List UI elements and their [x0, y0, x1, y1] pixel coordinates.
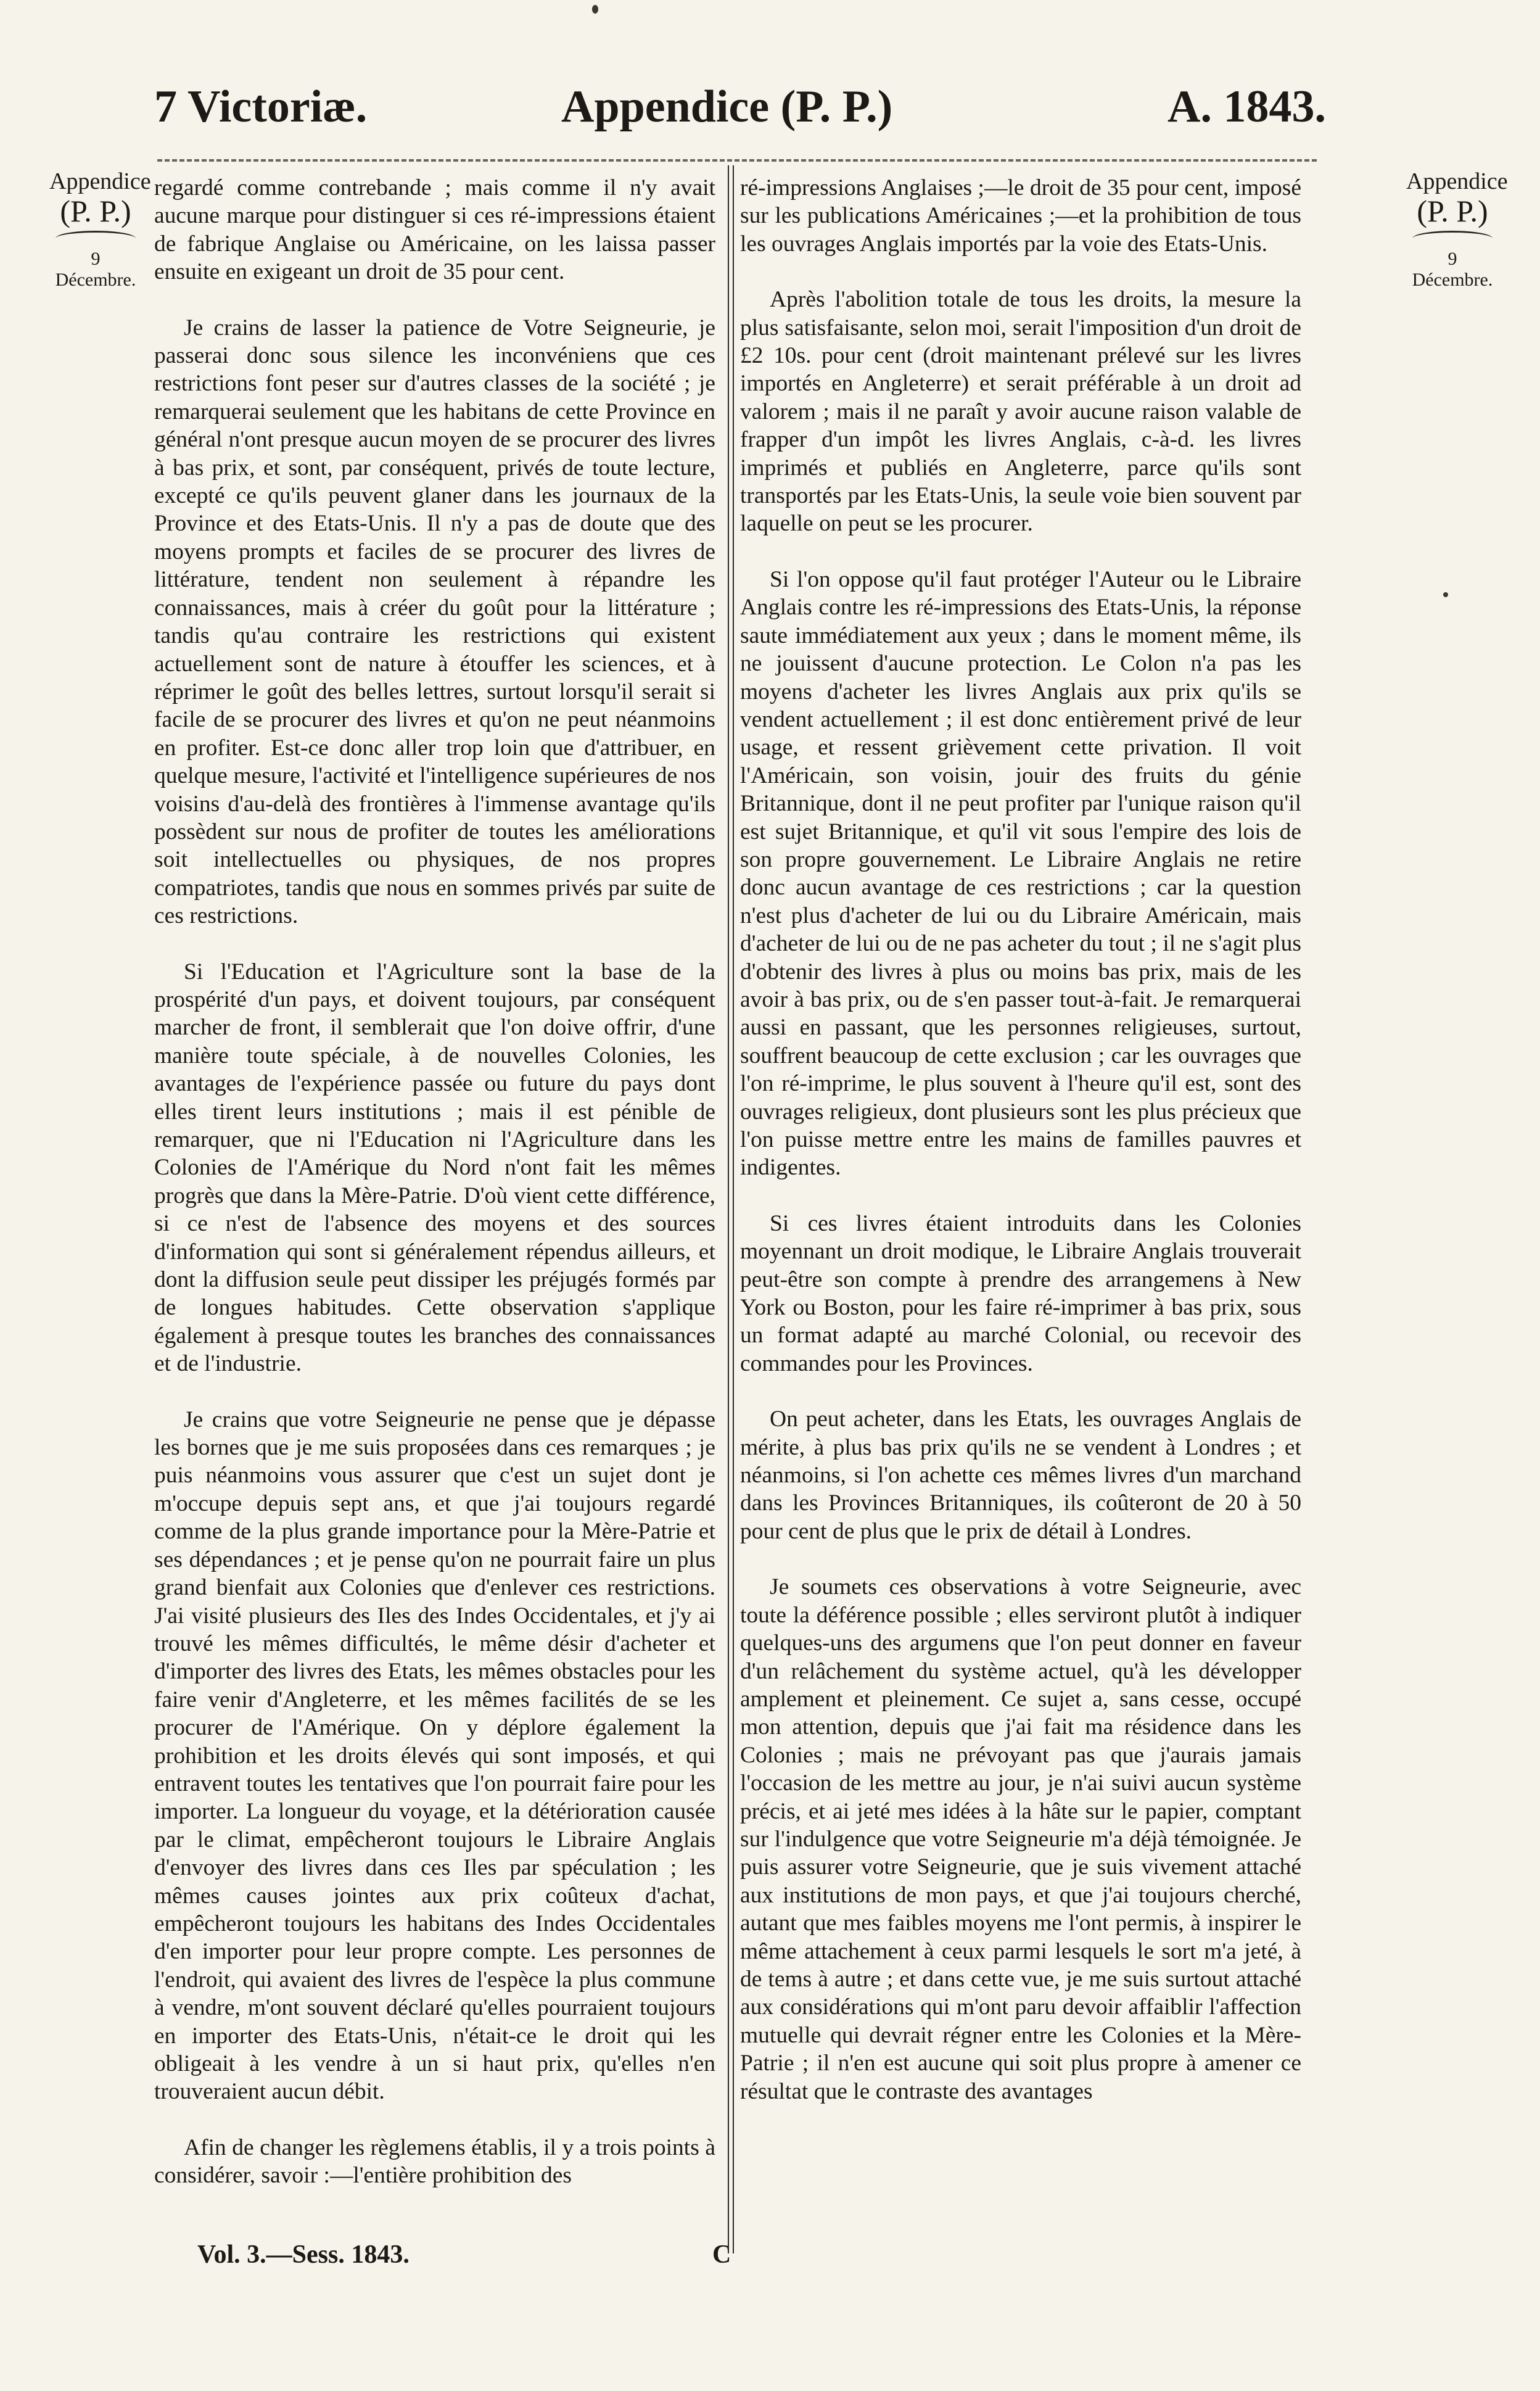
paragraph: Après l'abolition totale de tous les droits, la mesure la plus satisfaisante, selon moi, serait l'imposition d'un droit de £2 10s. pour cent (droit maintenant prélevé sur les livres importés en Angleterre) et serait préférable à un droit ad valorem ; mais il ne paraît y avoir aucune raison valable de frapper d'un impôt les livres Anglais, c-à-d. les livres imprimés et publiés en Angleterre, parce qu'ils sont transportés par les Etats-Unis, la seule voie bien souvent par laquelle on peut se les procurer. [740, 287, 1301, 537]
page-header [154, 73, 1326, 141]
header-year: A. 1843. [1167, 81, 1326, 132]
margin-note-title: Appendice [49, 168, 151, 194]
header-title: Appendice (P. P.) [561, 81, 893, 132]
margin-note-section: (P. P.) [1417, 194, 1488, 228]
paragraph: Si l'Education et l'Agriculture sont la base de la prospérité d'un pays, et doivent toujours, par conséquent marcher de front, il semblerait que l'on doive offrir, d'une manière toute spéciale, à de nouvelles Colonies, les avantages de l'expérience passée ou future du pays dont elles tirent leurs institutions ; mais il est pénible de remarquer, que ni l'Education ni l'Agriculture dans les Colonies de l'Amérique du Nord n'ont fait les mêmes progrès que dans la Mère-Patrie. D'où vient cette différence, si ce n'est de l'absence des moyens et des sources d'information qui sont si généralement répendus ailleurs, et dont la diffusion seule peut dissiper les préjugés formés par de longues habitudes. Cette observation s'applique également à presque toutes les branches des connaissances et de l'industrie. [154, 959, 715, 1377]
ink-speck [1443, 592, 1448, 597]
column-divider [728, 165, 734, 2253]
margin-note-section: (P. P.) [60, 194, 131, 228]
paragraph: ré-impressions Anglaises ;—le droit de 35 pour cent, imposé sur les publications Américaines ;—et la prohibition de tous les ouvrages Anglais importés par la voie des Etats-Unis. [740, 175, 1301, 257]
header-regnal-year: 7 Victoriæ. [154, 81, 368, 132]
margin-note-title: Appendice [1406, 168, 1508, 194]
paragraph: Si l'on oppose qu'il faut protéger l'Auteur ou le Libraire Anglais contre les ré-impressions des Etats-Unis, la réponse saute immédiatement aux yeux ; dans le moment même, ils ne jouissent d'aucune protection. Le Colon n'a pas les moyens d'acheter les livres Anglais aux prix qu'ils se vendent actuellement ; il est donc entièrement privé de leur usage, et ressent grièvement cette privation. Il voit l'Américain, son voisin, jouir des fruits du génie Britannique, dont il ne peut profiter par l'unique raison qu'il est sujet Britannique, et qu'il vit sous l'empire des lois de son propre gouvernement. Le Libraire Anglais ne retire donc aucun avantage de ces restrictions ; car la question n'est plus d'acheter de lui ou du Libraire Américain, mais d'acheter de lui ou de ne pas acheter du tout ; il ne s'agit plus d'obtenir des livres à plus ou moins bas prix, mais de les avoir à bas prix, ou de s'en passer tout-à-fait. Je remarquerai aussi en passant, que les personnes religieuses, surtout, souffrent beaucoup de cette exclusion ; car les ouvrages que l'on ré-imprime, le plus souvent à l'heure qu'il est, sont des ouvrages religieux, dont plusieurs sont les plus précieux que l'on puisse mettre entre les mains de familles pauvres et indigentes. [740, 566, 1301, 1181]
footer-volume: Vol. 3.—Sess. 1843. [197, 2240, 410, 2269]
margin-note-date: 9 Décembre. [55, 249, 136, 290]
paragraph: Afin de changer les règlemens établis, il y a trois points à considérer, savoir :—l'entière prohibition des [154, 2134, 715, 2189]
brace-mark [1412, 231, 1493, 246]
footer-signature-mark: C [712, 2240, 731, 2269]
paragraph: Je crains que votre Seigneurie ne pense que je dépasse les bornes que je me suis proposées dans ces remarques ; je puis néanmoins vous assurer que c'est un sujet dont je m'occupe depuis sept ans, et que j'ai toujours regardé comme de la plus grande importance pour la Mère-Patrie et ses dépendances ; et je pense qu'on ne pourrait faire un plus grand bienfait aux Colonies que d'enlever ces restrictions. J'ai visité plusieurs des Iles des Indes Occidentales, et j'y ai trouvé les mêmes difficultés, le même désir d'acheter et d'importer des livres des Etats, les mêmes obstacles pour les faire venir d'Angleterre, et les mêmes facilités de se les procurer de l'Amérique. On y déplore également la prohibition et les droits élevés qui sont imposés, et qui entravent toutes les tentatives que l'on pourrait faire pour les importer. La longueur du voyage, et la détérioration causée par le climat, empêcheront toujours le Libraire Anglais d'envoyer des livres dans ces Iles par spéculation ; les mêmes causes jointes aux prix coûteux d'achat, empêcheront toujours les habitans des Indes Occidentales d'en importer pour leur propre compte. Les personnes de l'endroit, qui avaient des livres de l'espèce la plus commune à vendre, m'ont souvent déclaré qu'elles pourraient toujours en importer des Etats-Unis, n'était-ce le droit qui les obligeait à les vendre à un si haut prix, qu'elles n'en trouveraient aucun débit. [154, 1406, 715, 2105]
paragraph: regardé comme contrebande ; mais comme il n'y avait aucune marque pour distinguer si ces ré-impressions étaient de fabrique Anglaise ou Américaine, on les laissa passer ensuite en exigeant un droit de 35 pour cent. [154, 175, 715, 285]
right-column [740, 174, 1301, 2133]
margin-note-left [49, 168, 151, 291]
margin-note-right [1406, 168, 1508, 291]
paragraph: Je crains de lasser la patience de Votre Seigneurie, je passerai donc sous silence les inconvéniens que ces restrictions font peser sur d'autres classes de la société ; je remarquerai seulement que les habitans de cette Province en général n'ont presque aucun moyen de se procurer des livres à bas prix, et sont, par conséquent, privés de toute lecture, excepté ce qu'ils peuvent glaner dans les journaux de la Province et des Etats-Unis. Il n'y a pas de doute que des moyens prompts et faciles de se procurer des livres de littérature, tendent non seulement à répandre les connaissances, mais à créer du goût pour la littérature ; tandis qu'au contraire les restrictions qui existent actuellement sont de nature à étouffer les sciences, et à réprimer le goût des belles lettres, surtout lorsqu'il serait si facile de se procurer des livres et qu'on ne peut néanmoins en profiter. Est-ce donc aller trop loin que d'attribuer, en quelque mesure, l'activité et l'intelligence supérieures de nos voisins d'au-delà des frontières à l'immense avantage qu'ils possèdent sur nous de profiter de toutes les améliorations soit intellectuelles ou physiques, de nos propres compatriotes, tandis que nous en sommes privés par suite de ces restrictions. [154, 315, 715, 929]
paragraph: On peut acheter, dans les Etats, les ouvrages Anglais de mérite, à plus bas prix qu'ils ne se vendent à Londres ; et néanmoins, si l'on achette ces mêmes livres d'un marchand dans les Provinces Britanniques, ils coûteront de 20 à 50 pour cent de plus que le prix de détail à Londres. [740, 1406, 1301, 1544]
ink-speck [592, 5, 598, 14]
paragraph: Je soumets ces observations à votre Seigneurie, avec toute la déférence possible ; elles serviront plutôt à indiquer quelques-uns des argumens que l'on peut donner en faveur d'un relâchement du système actuel, qu'à les développer amplement et pleinement. Ce sujet a, sans cesse, occupé mon attention, depuis que j'ai fait ma résidence dans les Colonies ; mais ne prévoyant pas que j'aurais jamais l'occasion de les mettre au jour, je n'ai suivi aucun système précis, et ai jeté mes idées à la hâte sur le papier, comptant sur l'indulgence que votre Seigneurie m'a déjà témoignée. Je puis assurer votre Seigneurie, que je suis vivement attaché aux institutions de mon pays, et que j'ai toujours cherché, autant que mes faibles moyens me l'ont permis, à inspirer le même attachement à ceux parmi lesquels le sort m'a jeté, à de tems à autre ; et dans cette vue, je me suis surtout attaché aux considérations qui m'ont paru devoir affaiblir l'affection mutuelle qui devrait régner entre les Colonies et la Mère-Patrie ; il n'en est aucune qui soit plus propre à amener ce résultat que le contraste des avantages [740, 1574, 1301, 2104]
margin-note-date: 9 Décembre. [1412, 249, 1493, 290]
header-rule [157, 159, 1317, 162]
brace-mark [56, 231, 136, 246]
page-footer [154, 2236, 1326, 2273]
paragraph: Si ces livres étaient introduits dans les Colonies moyennant un droit modique, le Libraire Anglais trouverait peut-être son compte à prendre des arrangemens à New York ou Boston, pour les faire ré-imprimer à bas prix, sous un format adapté au marché Colonial, ou recevoir des commandes pour les Provinces. [740, 1210, 1301, 1376]
left-column [154, 174, 715, 2218]
